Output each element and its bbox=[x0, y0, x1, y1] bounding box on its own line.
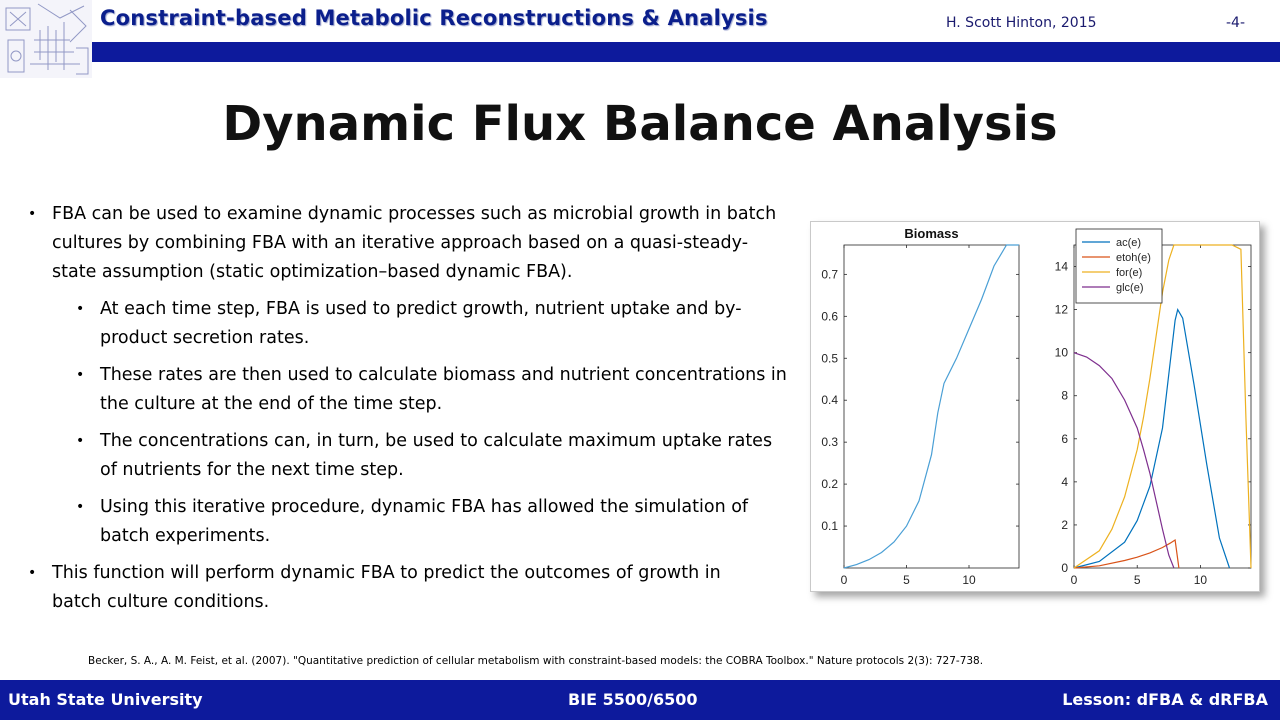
header-bar bbox=[92, 42, 1280, 62]
legend-label: etoh(e) bbox=[1116, 252, 1151, 264]
slide-number: -4- bbox=[1226, 15, 1246, 31]
y-tick-label: 0.3 bbox=[821, 435, 838, 450]
x-tick-label: 10 bbox=[962, 573, 976, 587]
legend-label: ac(e) bbox=[1116, 237, 1142, 249]
y-tick-label: 12 bbox=[1054, 302, 1068, 317]
footer-university: Utah State University bbox=[8, 690, 203, 709]
plots-svg bbox=[811, 222, 1259, 591]
y-tick-label: 0.4 bbox=[821, 393, 838, 408]
x-tick-label: 10 bbox=[1193, 573, 1208, 587]
y-tick-label: 0 bbox=[1061, 561, 1068, 575]
y-tick-label: 0.1 bbox=[821, 519, 838, 534]
course-title: Constraint-based Metabolic Reconstructions & Analysis bbox=[100, 6, 768, 30]
sub-bullet-item: • Using this iterative procedure, dynamic FBA has allowed the simulation of batch experiments. bbox=[28, 493, 788, 551]
chart-title: Biomass bbox=[904, 226, 959, 241]
legend-label: glc(e) bbox=[1116, 282, 1144, 294]
footer-course-code: BIE 5500/6500 bbox=[568, 690, 698, 709]
y-tick-label: 8 bbox=[1061, 388, 1068, 403]
legend-label: for(e) bbox=[1116, 267, 1143, 279]
y-tick-label: 0.6 bbox=[821, 309, 838, 324]
x-tick-label: 0 bbox=[840, 573, 848, 587]
sub-bullet-item: • At each time step, FBA is used to predict growth, nutrient uptake and by-product secretion rates. bbox=[28, 295, 788, 353]
footer-bar bbox=[0, 680, 1280, 720]
sub-bullet-item: • These rates are then used to calculate biomass and nutrient concentrations in the culture at the end of the time step. bbox=[28, 361, 788, 419]
x-tick-label: 5 bbox=[1133, 573, 1141, 587]
citation: Becker, S. A., A. M. Feist, et al. (2007). "Quantitative prediction of cellular metabolism with constraint-based models: the COBRA Toolbox." Nature protocols 2(3): 727-738. bbox=[88, 655, 984, 667]
author-date: H. Scott Hinton, 2015 bbox=[946, 15, 1097, 31]
y-tick-label: 4 bbox=[1061, 474, 1068, 489]
slide-content bbox=[28, 200, 788, 617]
y-tick-label: 10 bbox=[1054, 345, 1068, 360]
y-tick-label: 2 bbox=[1061, 517, 1068, 532]
y-tick-label: 0.5 bbox=[821, 351, 838, 366]
university-logo-image bbox=[0, 0, 92, 78]
sub-bullet-item: • The concentrations can, in turn, be used to calculate maximum uptake rates of nutrients for the next time step. bbox=[28, 427, 788, 485]
bullet-item: • This function will perform dynamic FBA to predict the outcomes of growth in batch culture conditions. bbox=[28, 559, 752, 617]
slide-title: Dynamic Flux Balance Analysis bbox=[222, 96, 1058, 152]
y-tick-label: 14 bbox=[1054, 259, 1068, 274]
x-tick-label: 5 bbox=[903, 573, 910, 587]
bullet-item: • FBA can be used to examine dynamic processes such as microbial growth in batch cultures by combining FBA with an iterative approach based on a quasi-steady-state assumption (static optimization–based dynamic FBA). bbox=[28, 200, 788, 287]
plot-area-1 bbox=[844, 245, 1019, 568]
x-tick-label: 0 bbox=[1070, 573, 1078, 587]
footer-lesson: Lesson: dFBA & dRFBA bbox=[1062, 690, 1268, 709]
y-tick-label: 0.7 bbox=[821, 267, 838, 282]
y-tick-label: 0.2 bbox=[821, 477, 838, 492]
y-tick-label: 6 bbox=[1061, 431, 1068, 446]
dfba-plots-figure bbox=[810, 221, 1260, 592]
